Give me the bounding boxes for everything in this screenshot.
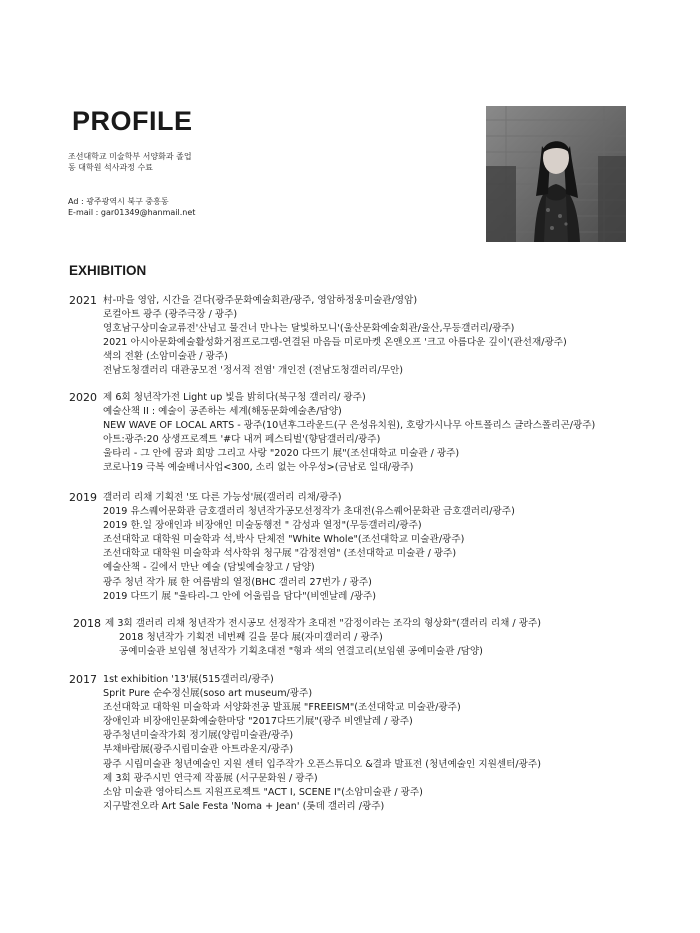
exhibition-entry: Sprit Pure 순수정신展(soso art museum/광주) <box>103 688 313 700</box>
exhibition-entry: 소암 미술관 영아티스트 지원프로젝트 "ACT I, SCENE I"(소암미술관 / 광주) <box>103 786 423 798</box>
exhibition-entry: 장애인과 비장애인문화예술한마당 "2017다뜨기展"(광주 비엔날레 / 광주) <box>103 716 413 728</box>
exhibition-entry: 광주청년미술작가회 정기展(양림미술관/광주) <box>103 730 294 742</box>
year-label: 2020 <box>69 391 97 404</box>
portrait-image <box>486 106 626 242</box>
year-label: 2019 <box>69 491 97 504</box>
exhibition-entry: 村-마을 영암, 시간을 걷다(광주문화예술회관/광주, 영암하정웅미술관/영암) <box>103 295 418 306</box>
address-text: Ad : 광주광역시 북구 중흥동 <box>68 197 169 206</box>
exhibition-entry: 제 6회 청년작가전 Light up 빛을 밝히다(북구청 갤러리/ 광주) <box>103 392 366 403</box>
year-label: 2018 <box>73 617 101 630</box>
entries-2020 <box>103 391 595 476</box>
education-info <box>68 151 192 173</box>
exhibition-entry: 전남도청갤러리 대관공모전 '정서적 전염' 개인전 (전남도청갤러리/무안) <box>103 365 403 377</box>
exhibition-entry: 2021 아시아문화예술활성화거점프로그램-연결된 마음들 미로마켓 온앤오프 '크고 아름다운 깊이'(관선재/광주) <box>103 337 567 349</box>
page-title: PROFILE <box>72 106 193 136</box>
exhibition-entry: 예술산책 II : 예술이 공존하는 세계(해동문화예술촌/담양) <box>103 406 342 418</box>
exhibition-entry: 광주 시립미술관 청년예술인 지원 센터 입주작가 오픈스튜디오 &결과 발표전 (청년예술인 지원센터/광주) <box>103 758 541 770</box>
exhibition-entry: 2019 한.일 장애인과 비장애인 미술동행전 " 감성과 열정"(무등갤러리/광주) <box>103 520 422 532</box>
exhibition-entry: 조선대학교 대학원 미술학과 석,박사 단체전 "White Whole"(조선대학교 미술관/광주) <box>103 534 465 546</box>
exhibition-entry: 예술산책 - 길에서 만난 예술 (담빛예술창고 / 담양) <box>103 562 315 574</box>
exhibition-entry: 1st exhibition '13'展(515갤러리/광주) <box>103 674 274 685</box>
contact-info <box>68 196 195 218</box>
exhibition-entry: NEW WAVE OF LOCAL ARTS - 광주(10년후그라운드(구 은성유치원), 호랑가시나무 아트폴리스 글라스폴리곤/광주) <box>103 420 596 432</box>
education-line: 조선대학교 미술학부 서양화과 졸업 <box>68 152 192 161</box>
year-label: 2017 <box>69 673 97 686</box>
exhibition-entry: 제 3회 광주시민 연극제 작품展 (서구문화원 / 광주) <box>103 772 318 784</box>
exhibition-entry: 로컬아트 광주 (광주극장 / 광주) <box>103 309 238 321</box>
exhibition-entry: 광주 청년 작가 展 한 여름밤의 열정(BHC 갤러리 27번가 / 광주) <box>103 576 372 588</box>
exhibition-entry: 2019 다뜨기 展 "울타리-그 안에 어울림을 담다"(비엔날레 /광주) <box>103 590 376 602</box>
exhibition-entry: 코로나19 극복 예술배너사업<300, 소리 없는 아우성>(금남로 일대/광주) <box>103 462 414 474</box>
exhibition-entry: 부채바람展(광주시립미술관 아트라운지/광주) <box>103 744 294 756</box>
exhibition-entry: 갤러리 리채 기획전 '또 다른 가능성'展(갤러리 리채/광주) <box>103 492 342 503</box>
entries-2019 <box>103 491 515 604</box>
exhibition-entry: 조선대학교 대학원 미술학과 석사학위 청구展 "감정전염" (조선대학교 미술관 / 광주) <box>103 548 457 560</box>
exhibition-heading: EXHIBITION <box>69 263 147 278</box>
exhibition-entry: 색의 전환 (소암미술관 / 광주) <box>103 351 228 363</box>
entries-2018 <box>105 617 541 659</box>
exhibition-entry: 공예미술관 보임쉔 청년작가 기획초대전 "형과 색의 연결고리(보임쉔 공예미술관 /담양) <box>119 646 483 658</box>
exhibition-entry: 영호남구상미술교류전'산넘고 물건너 만나는 달빛하모니'(울산문화예술회관/울산,무등갤러리/광주) <box>103 323 515 335</box>
exhibition-entry: 2018 청년작가 기획전 네번째 길을 묻다 展(자미갤러리 / 광주) <box>119 632 383 644</box>
education-line: 동 대학원 석사과정 수료 <box>68 163 153 172</box>
exhibition-entry: 조선대학교 대학원 미술학과 서양화전공 발표展 "FREEISM"(조선대학교 미술관/광주) <box>103 702 461 714</box>
year-label: 2021 <box>69 294 97 307</box>
profile-photo <box>486 106 626 242</box>
entries-2017 <box>103 673 541 814</box>
email-text: E-mail : gar01349@hanmail.net <box>68 208 196 217</box>
entries-2021 <box>103 294 567 379</box>
exhibition-entry: 제 3회 갤러리 리채 청년작가 전시공모 선정작가 초대전 "감정이라는 조각의 형상화"(갤러리 리채 / 광주) <box>105 618 541 629</box>
exhibition-entry: 울타리 - 그 안에 꿈과 희망 그리고 사랑 "2020 다뜨기 展"(조선대학교 미술관 / 광주) <box>103 448 460 460</box>
exhibition-entry: 아트:광주:20 상생프로젝트 '#다 내꺼 페스티벌'(향담갤러리/광주) <box>103 434 381 446</box>
exhibition-entry: 지구발전오라 Art Sale Festa 'Noma + Jean' (롯데 갤러리 /광주) <box>103 800 385 812</box>
exhibition-entry: 2019 유스퀘어문화관 금호갤러리 청년작가공모선정작가 초대전(유스퀘어문화관 금호갤러리/광주) <box>103 506 515 518</box>
